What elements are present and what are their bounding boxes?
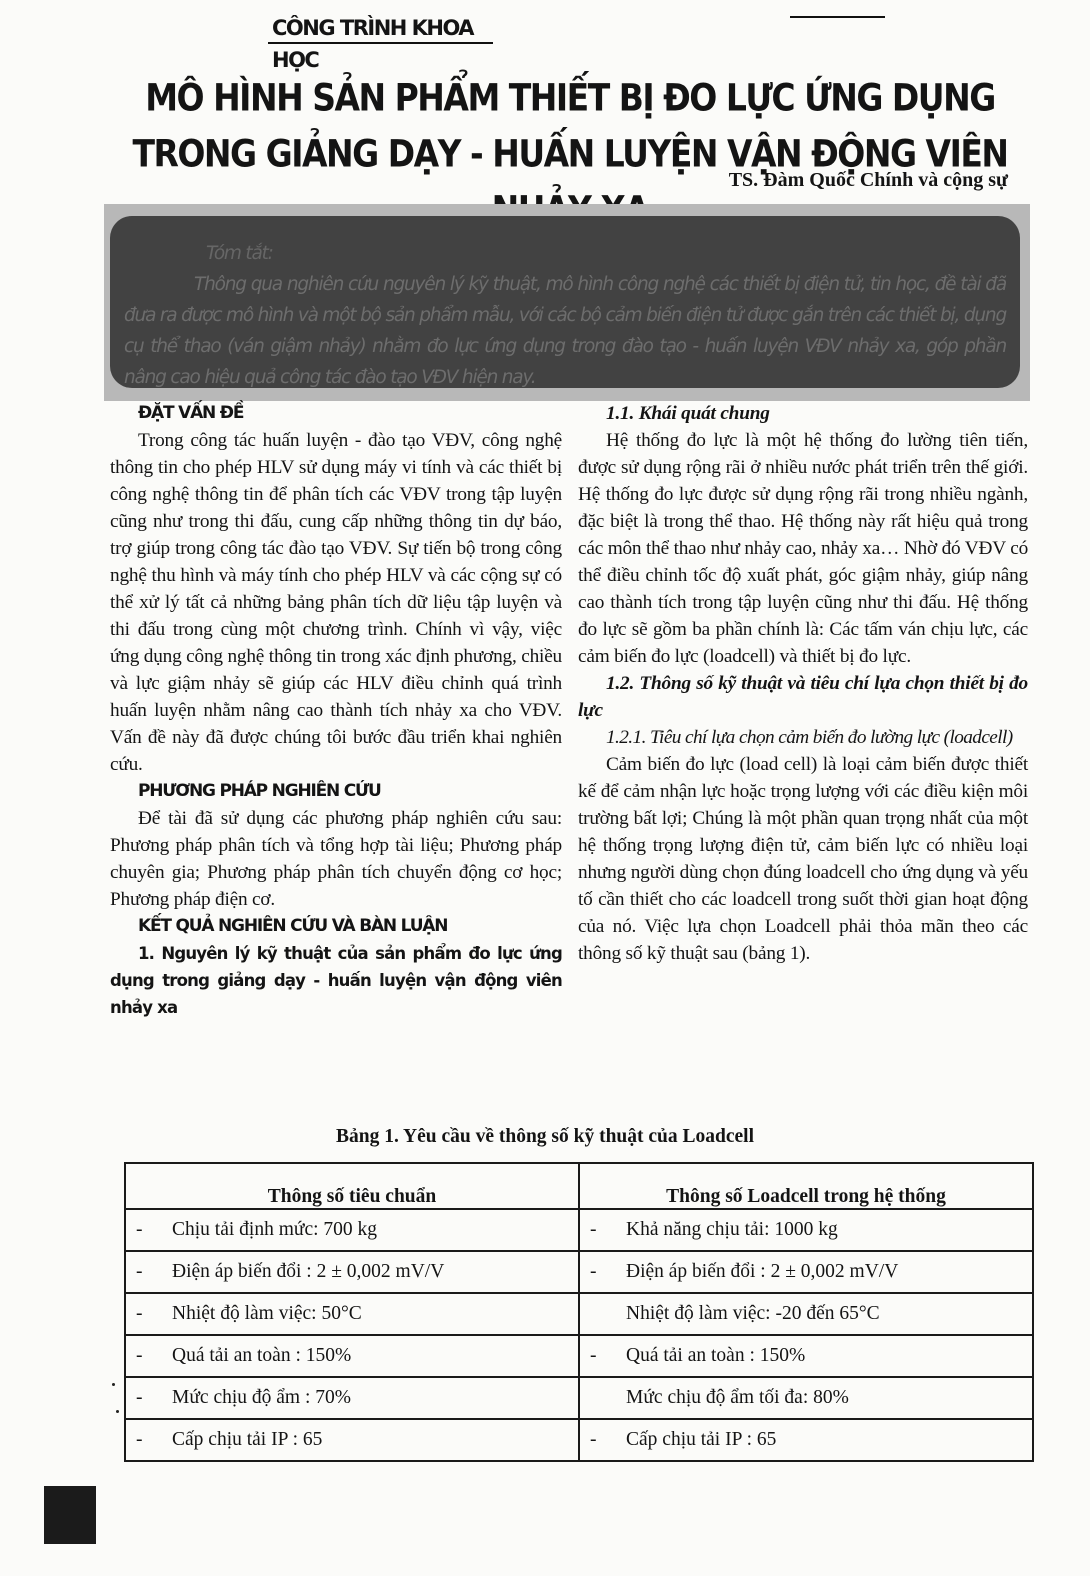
table-header-row — [125, 1163, 1033, 1209]
abstract-box — [110, 216, 1020, 388]
section-label: CÔNG TRÌNH KHOA HỌC — [268, 12, 493, 44]
table-cell: - Khả năng chịu tải: 1000 kg — [579, 1209, 1033, 1251]
scan-speck — [116, 1410, 119, 1413]
paragraph-loadcell: Cảm biến đo lực (load cell) là loại cảm biến được thiết kế để cảm nhận lực hoặc trọng lượng với các điều kiện môi trường bất lợi; Chúng là một phần quan trọng nhất của một hệ thống trọng lượng điện tử, cảm biến lực có nhiều loại nhưng người dùng chọn đúng loadcell cho ứng dụng và yếu tố cần thiết cho các loadcell trong suốt thời gian hoạt động của nó. Việc lựa chọn Loadcell phải thỏa mãn theo các thông số kỹ thuật sau (bảng 1). — [578, 754, 1028, 964]
page-number-block — [44, 1486, 96, 1544]
scan-speck — [112, 1383, 115, 1386]
table-cell: - Cấp chịu tải IP : 65 — [125, 1419, 579, 1461]
heading-results-sub: 1. Nguyên lý kỹ thuật của sản phẩm đo lực ứng dụng trong giảng dạy - huấn luyện vận động viên nhảy xa — [110, 944, 562, 1017]
heading-criteria: 1.2.1. Tiêu chí lựa chọn cảm biến đo lường lực (loadcell) — [606, 727, 1013, 748]
table-cell: - Quá tải an toàn : 150% — [579, 1335, 1033, 1377]
paragraph-methods: Để tài đã sử dụng các phương pháp nghiên cứu sau: Phương pháp phân tích và tổng hợp tài liệu; Phương pháp chuyên gia; Phương pháp phân tích chuyển động cơ học; Phương pháp điện cơ. — [110, 808, 562, 910]
table-row — [125, 1251, 1033, 1293]
table-header-system: Thông số Loadcell trong hệ thống — [579, 1163, 1033, 1209]
table-cell: Nhiệt độ làm việc: -20 đến 65°C — [579, 1293, 1033, 1335]
spec-table — [124, 1162, 1034, 1462]
table-row — [125, 1377, 1033, 1419]
table-row — [125, 1293, 1033, 1335]
left-column — [110, 400, 562, 1021]
paragraph-overview: Hệ thống đo lực là một hệ thống đo lường tiên tiến, được sử dụng rộng rãi ở nhiều nước phát triển trên thế giới. Hệ thống đo lực được sử dụng rộng rãi trong nhiều ngành, đặc biệt là trong thể thao. Hệ thống này rất hiệu quả trong các môn thể thao như nhảy cao, nhảy xa… Nhờ đó VĐV có thể điều chỉnh tốc độ xuất phát, góc giậm nhảy, giúp nâng cao thành tích trong tập luyện cũng như thi đấu. Hệ thống đo lực sẽ gồm ba phần chính là: Các tấm ván chịu lực, các cảm biến đo lực (loadcell) và thiết bị đo lực. — [578, 430, 1029, 667]
table-row — [125, 1335, 1033, 1377]
title-line-2: TRONG GIẢNG DẠY - HUẤN LUYỆN VẬN ĐỘNG VIÊN — [132, 131, 1008, 176]
table-cell: - Điện áp biến đổi : 2 ± 0,002 mV/V — [125, 1251, 579, 1293]
table-cell: - Quá tải an toàn : 150% — [125, 1335, 579, 1377]
heading-methods: PHƯƠNG PHÁP NGHIÊN CỨU — [138, 781, 381, 801]
paragraph-introduction: Trong công tác huấn luyện - đào tạo VĐV, công nghệ thông tin cho phép HLV sử dụng máy vi tính và các thiết bị công nghệ thông tin để phân tích các VĐV trong tập luyện cũng như trong thi đấu, cung cấp những thông tin dự báo, trợ giúp trong công tác đào tạo VĐV. Sự tiến bộ trong công nghệ thu hình và máy tính cho phép HLV và các cộng sự có thể xử lý tất cả những bảng phân tích dữ liệu tập luyện và thi đấu trong cùng một chương trình. Chính vì vậy, việc ứng dụng công nghệ thông tin trong xác định phương, chiều và lực giậm nhảy sẽ giúp các HLV điều chỉnh quá trình huấn luyện nhằm nâng cao thành tích nhảy xa cho VĐV. Vấn đề này đã được chúng tôi bước đầu triển khai nghiên cứu. — [110, 430, 562, 775]
table-cell: Mức chịu độ ẩm tối đa: 80% — [579, 1377, 1033, 1419]
table-cell: - Mức chịu độ ẩm : 70% — [125, 1377, 579, 1419]
table-cell: - Chịu tải định mức: 700 kg — [125, 1209, 579, 1251]
table-cell: - Điện áp biến đổi : 2 ± 0,002 mV/V — [579, 1251, 1033, 1293]
abstract-title: Tóm tắt: — [206, 243, 273, 264]
heading-specs: 1.2. Thông số kỹ thuật và tiêu chí lựa chọn thiết bị đo lực — [578, 673, 1028, 721]
heading-introduction: ĐẶT VẤN ĐỀ — [138, 403, 244, 423]
title-line-1: MÔ HÌNH SẢN PHẨM THIẾT BỊ ĐO LỰC ỨNG DỤNG — [145, 75, 995, 120]
table-row — [125, 1419, 1033, 1461]
heading-overview: 1.1. Khái quát chung — [606, 403, 770, 424]
table-cell: - Cấp chịu tải IP : 65 — [579, 1419, 1033, 1461]
heading-results: KẾT QUẢ NGHIÊN CỨU VÀ BÀN LUẬN — [138, 916, 448, 936]
abstract-frame — [104, 204, 1030, 401]
top-rule — [790, 16, 885, 18]
table-cell: - Nhiệt độ làm việc: 50°C — [125, 1293, 579, 1335]
author: TS. Đàm Quốc Chính và cộng sự — [728, 169, 1008, 191]
table-row — [125, 1209, 1033, 1251]
right-column — [578, 400, 1028, 967]
abstract-text: Thông qua nghiên cứu nguyên lý kỹ thuật, mô hình công nghệ các thiết bị điện tử, tin học, đề tài đã đưa ra được mô hình và một bộ sản phẩm mẫu, với các bộ cảm biến điện tử được gắn trên các thiết bị, dụng cụ thể thao (ván giậm nhảy) nhằm đo lực ứng dụng trong đào tạo - huấn luyện VĐV nhảy xa, góp phần nâng cao hiệu quả công tác đào tạo VĐV hiện nay. — [124, 274, 1006, 388]
table-header-standard: Thông số tiêu chuẩn — [125, 1163, 579, 1209]
table-caption: Bảng 1. Yêu cầu về thông số kỹ thuật của Loadcell — [335, 1126, 755, 1147]
